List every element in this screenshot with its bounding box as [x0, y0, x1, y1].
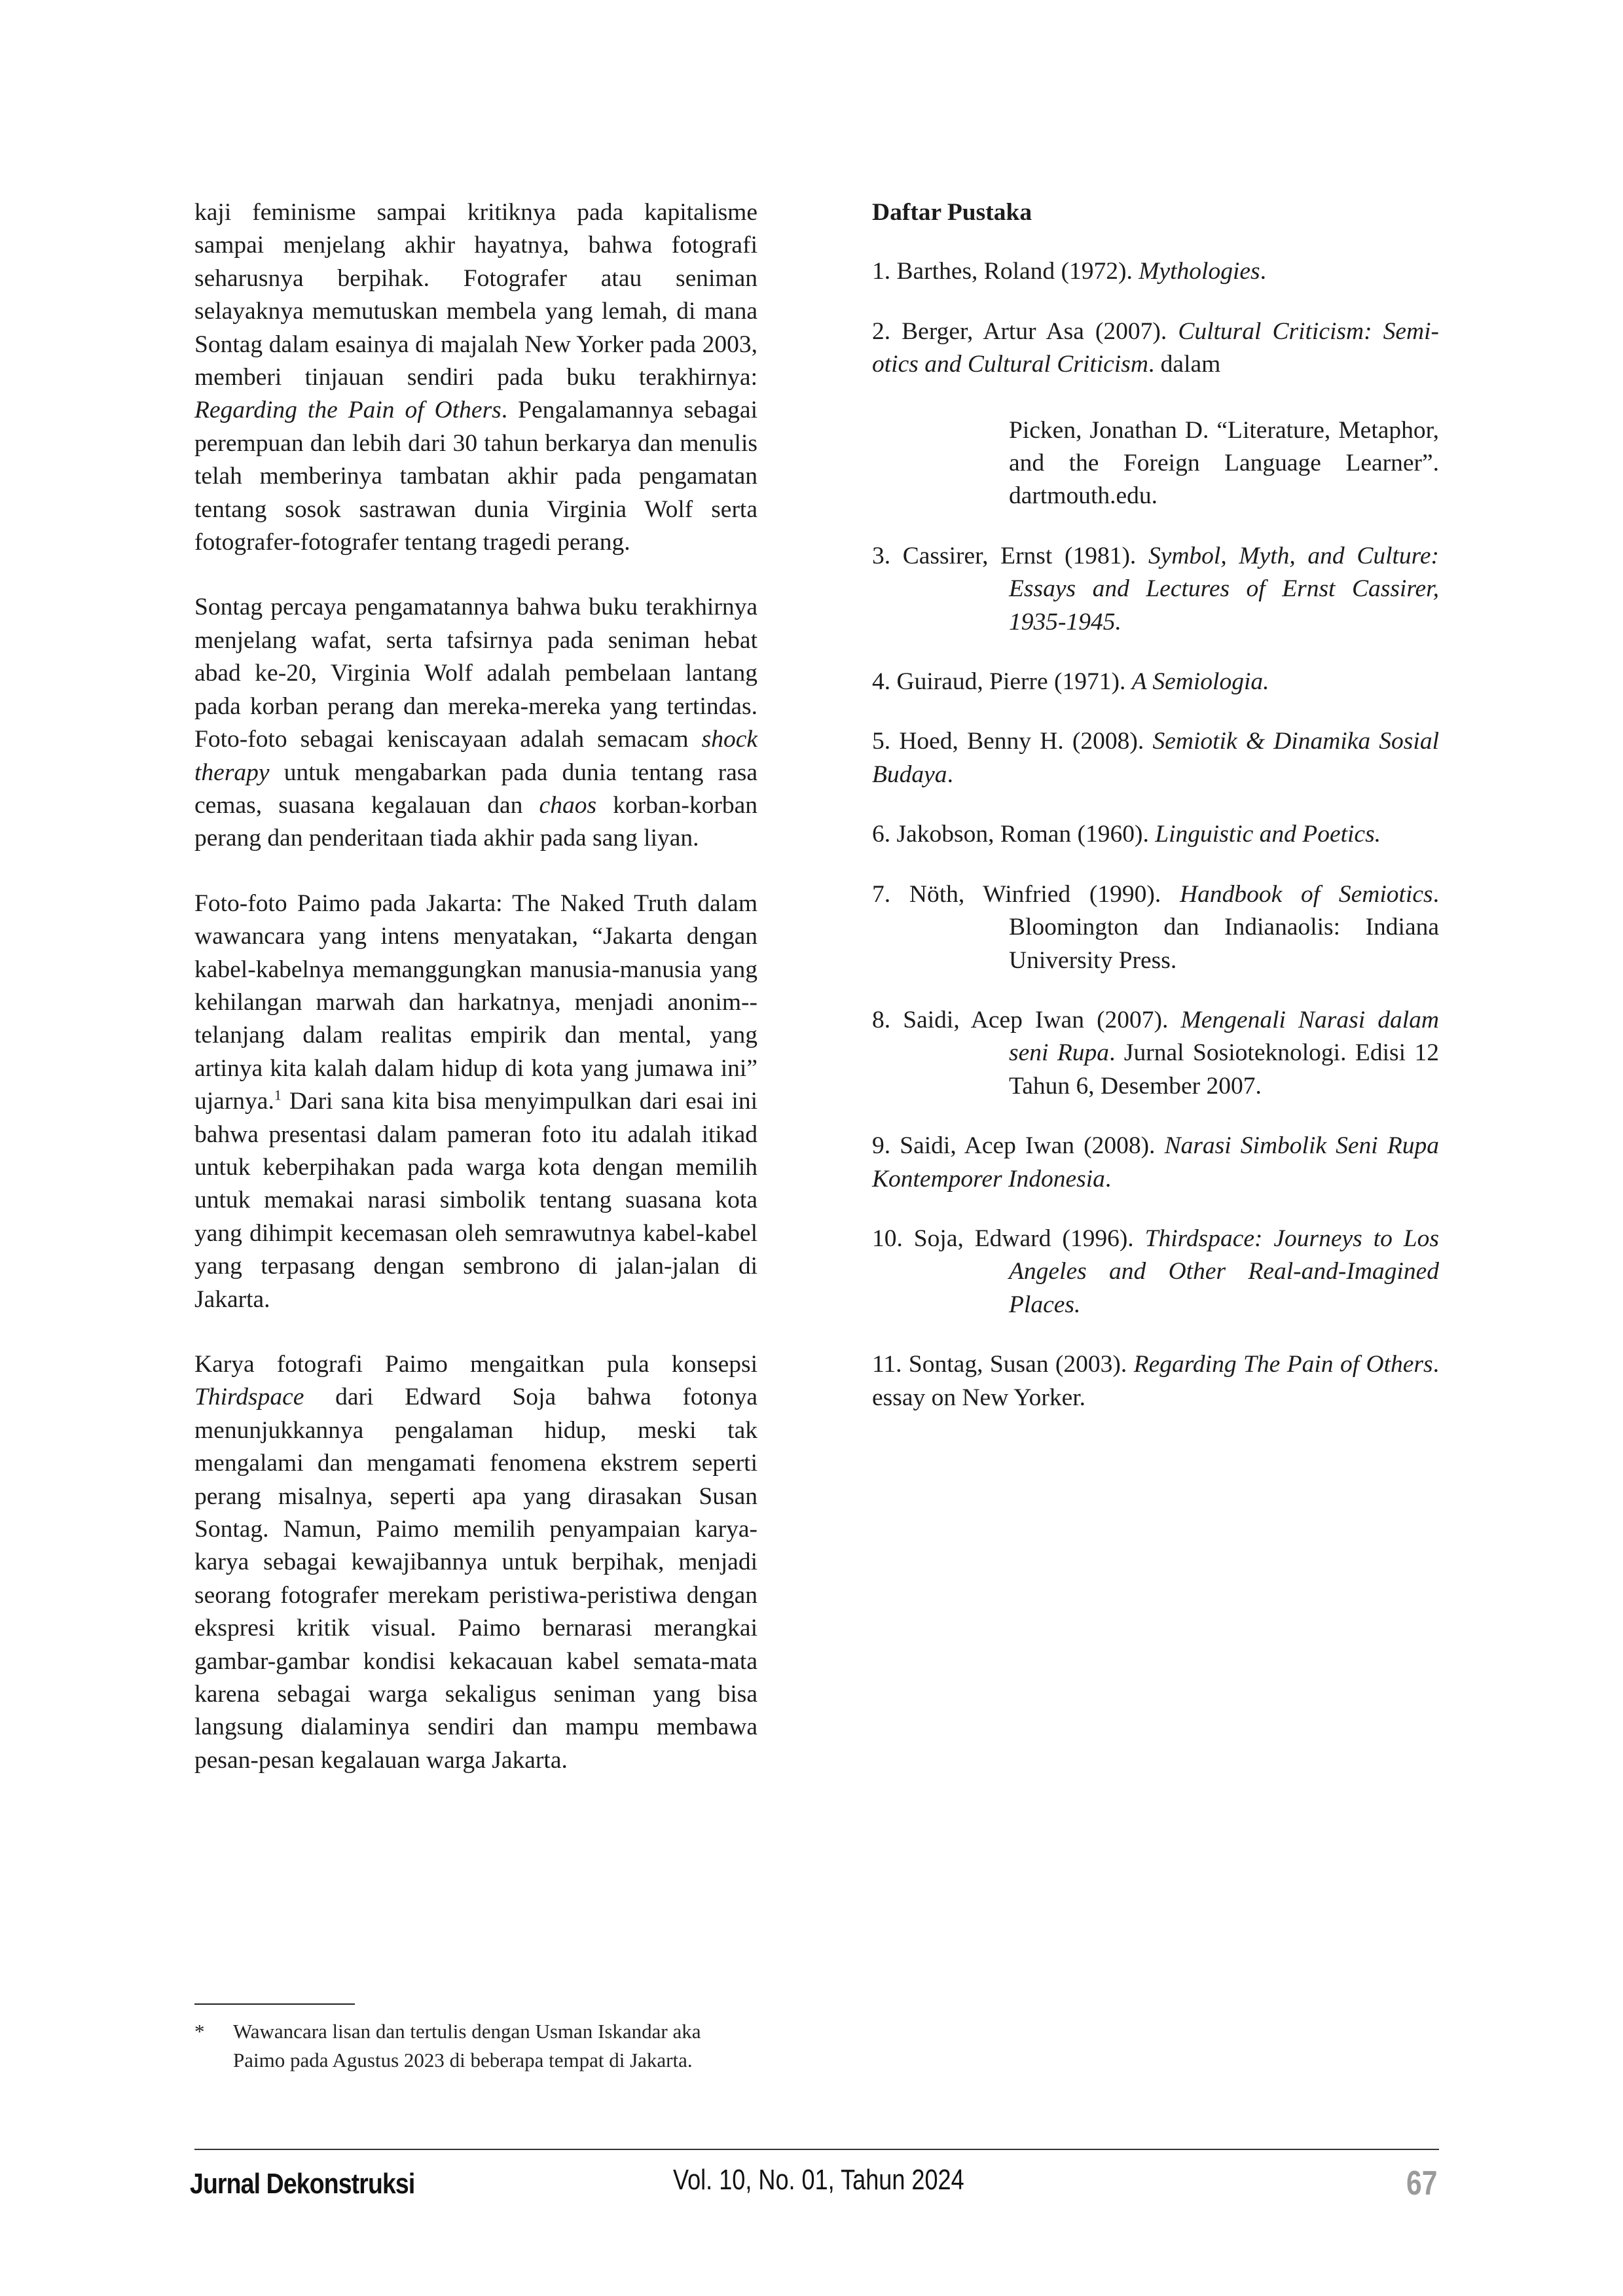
- body-paragraph: Foto-foto Paimo pada Jakarta: The Naked Truth dalam wawancara yang intens menyatakan, “Jakarta dengan kabel-kabelnya memanggungkan manusia-manusia yang kehilangan marwah dan harkatnya, menjadi anonim--telanjang dalam realitas empirik dan mental, yang artinya kita kalah dalam hidup di kota yang jumawa ini” ujarnya.$^1$ Dari sana kita bisa menyimpulkan dari esai ini bahwa presentasi dalam pameran foto itu adalah itikad untuk keberpihakan pada warga kota dengan memilih untuk memakai narasi simbolik tentang suasana kota yang dihimpit kecemasan oleh semrawutnya kabel-kabel yang terpasang dengan sembrono di jalan-jalan di Jakarta.: [194, 889, 757, 1313]
- footnote-text: Wawancara lisan dan tertulis dengan Usman Iskandar aka Paimo pada Agustus 2023 di beberapa tempat di Jakarta.: [233, 2020, 701, 2072]
- reference-item: 11. Sontag, Susan (2003). Regarding The Pain of Others. essay on New Yorker.: [872, 1351, 1439, 1411]
- reference-item: 2. Berger, Artur Asa (2007). Cultural Criticism: Semiotics and Cultural Criticism. dalam: [872, 317, 1440, 378]
- reference-continuation: Picken, Jonathan D. “Literature, Metaphor, and the Foreign Language Learner”. dartmouth.edu.: [1009, 416, 1439, 510]
- issue-info: Vol. 10, No. 01, Tahun 2024: [673, 2164, 964, 2196]
- reference-item: 6. Jakobson, Roman (1960). Linguistic and Poetics.: [872, 821, 1381, 848]
- reference-item: 3. Cassirer, Ernst (1981). Symbol, Myth, and Culture: Essays and Lectures of Ernst Cassirer, 1935-1945.: [872, 542, 1439, 636]
- journal-name: Jurnal Dekonstruksi: [190, 2168, 415, 2200]
- body-paragraph: kaji feminisme sampai kritiknya pada kapitalisme sampai menjelang akhir hayatnya, bahwa fotografi seharusnya berpihak. Fotografer atau seniman selayaknya memutuskan membela yang lemah, di mana Sontag dalam esainya di majalah New Yorker pada 2003, memberi tinjauan sendiri pada buku terakhirnya: Regarding the Pain of Others. Pengalamannya sebagai perempuan dan lebih dari 30 tahun berkarya dan menulis telah memberinya tambatan akhir pada pengamatan tentang sosok sastrawan dunia Virginia Wolf serta fotografer-fotografer tentang tragedi perang.: [194, 199, 757, 556]
- reference-item: 9. Saidi, Acep Iwan (2008). Narasi Simbolik Seni Rupa Kontemporer Indonesia.: [872, 1132, 1439, 1193]
- reference-item: 8. Saidi, Acep Iwan (2007). Mengenali Narasi dalam seni Rupa. Jurnal Sosioteknologi. Edisi 12 Tahun 6, Desember 2007.: [872, 1006, 1440, 1100]
- reference-item: 7. Nöth, Winfried (1990). Handbook of Semiotics. Bloomington dan Indianaolis: Indiana University Press.: [872, 880, 1439, 974]
- footnote: [194, 2017, 757, 2075]
- reference-item: 10. Soja, Edward (1996). Thirdspace: Journeys to Los Angeles and Other Real-and-Imagined Places.: [872, 1225, 1440, 1318]
- body-paragraph: Karya fotografi Paimo mengaitkan pula konsepsi Thirdspace dari Edward Soja bahwa fotonya menunjukkannya pengalaman hidup, meski tak mengalami dan mengamati fenomena ekstrem seperti perang misalnya, seperti apa yang dirasakan Susan Sontag. Namun, Paimo memilih penyampaian karya-karya sebagai kewajibannya untuk berpihak, menjadi seorang fotografer merekam peristiwa-peristiwa dengan ekspresi kritik visual. Paimo bernarasi merangkai gambar-gambar kondisi kekacauan kabel semata-mata karena sebagai warga sekaligus seniman yang bisa langsung dialaminya sendiri dan mampu membawa pesan-pesan kegalauan warga Jakarta.: [194, 1351, 757, 1774]
- body-column-left: [194, 196, 757, 1809]
- reference-item: 4. Guiraud, Pierre (1971). A Semiologia.: [872, 668, 1269, 696]
- reference-item: 5. Hoed, Benny H. (2008). Semiotik & Dinamika Sosial Budaya.: [872, 728, 1439, 788]
- footer-divider: [194, 2149, 1439, 2150]
- body-paragraph: Sontag percaya pengamatannya bahwa buku terakhirnya menjelang wafat, serta tafsirnya pada seniman hebat abad ke-20, Virginia Wolf adalah pembelaan lantang pada korban perang dan mereka-mereka yang tertindas. Foto-foto sebagai keniscayaan adalah semacam shock therapy untuk mengabarkan pada dunia tentang rasa cemas, suasana kegalauan dan chaos korban-korban perang dan penderitaan tiada akhir pada sang liyan.: [194, 594, 757, 852]
- references-column: [872, 196, 1439, 1441]
- emphasis: chaos: [539, 791, 597, 819]
- footnote-ref[interactable]: 1: [274, 1086, 282, 1103]
- emphasis: shock therapy: [194, 726, 757, 786]
- page-number: 67: [1406, 2164, 1438, 2202]
- footnote-divider: [194, 2003, 355, 2005]
- reference-item: 1. Barthes, Roland (1972). Mythologies.: [872, 258, 1266, 285]
- footnote-mark: *: [194, 2020, 205, 2043]
- book-title: Regarding the Pain of Others: [194, 397, 501, 424]
- references-heading: Daftar Pustaka: [872, 199, 1032, 226]
- emphasis: Thirdspace: [194, 1384, 304, 1411]
